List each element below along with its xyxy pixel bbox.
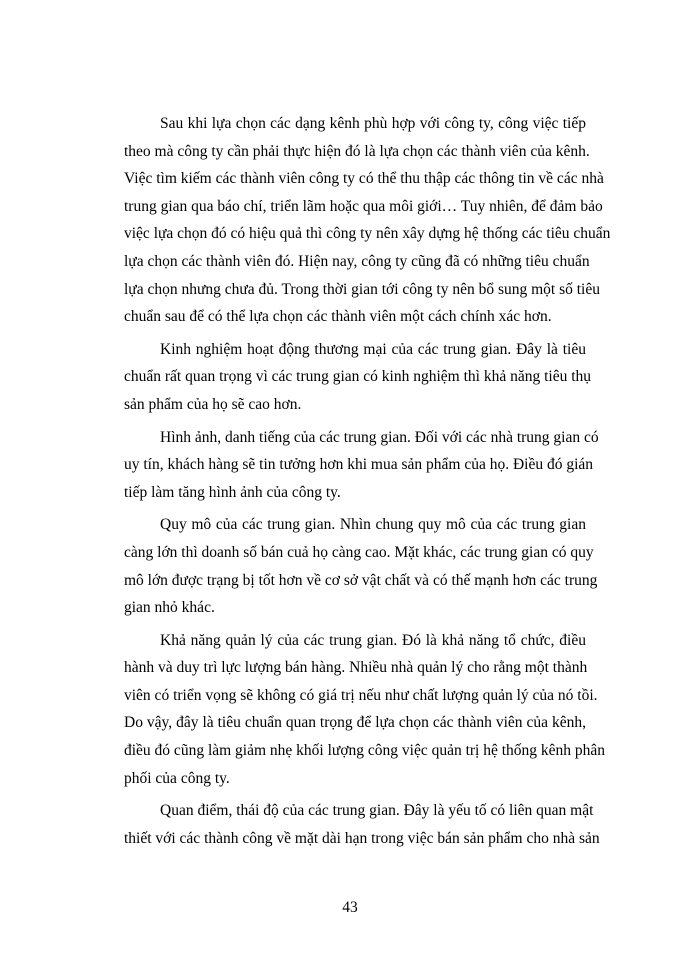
text-line: gian nhỏ khác. [124,599,215,617]
text-line: Việc tìm kiếm các thành viên công ty có thể thu thập các thông tin về các nhà [124,170,604,188]
text-line: Khả năng quản lý của các trung gian. Đó là khả năng tổ chức, điều [160,631,586,649]
paragraph-member-selection [124,110,611,331]
text-line: điều đó cũng làm giảm nhẹ khối lượng công việc quản trị hệ thống kênh phân [124,742,606,760]
text-line: uy tín, khách hàng sẽ tin tưởng hơn khi mua sản phẩm của họ. Điều đó gián [124,456,594,474]
text-line: Hình ảnh, danh tiếng của các trung gian. Đối với các nhà trung gian có [160,428,599,446]
text-line: Kinh nghiệm hoạt động thương mại của các trung gian. Đây là tiêu [160,340,586,358]
text-line: theo mà công ty cần phải thực hiện đó là lựa chọn các thành viên của kênh. [124,142,590,160]
document-page [124,110,611,852]
text-line: tiếp làm tăng hình ảnh của công ty. [124,483,341,501]
text-line: Quan điểm, thái độ của các trung gian. Đây là yếu tố có liên quan mật [160,802,594,820]
text-line: phối của công ty. [124,769,230,787]
text-line: sản phẩm của họ sẽ cao hơn. [124,395,302,413]
text-line: càng lớn thì doanh số bán cuả họ càng cao. Mặt khác, các trung gian có quy [124,543,594,561]
paragraph-scale [124,511,598,621]
text-line: hành và duy trì lực lượng bán hàng. Nhiều nhà quản lý cho rằng một thành [124,659,588,677]
text-line: lựa chọn các thành viên đó. Hiện nay, công ty cũng đã có những tiêu chuẩn [124,252,590,270]
paragraph-reputation [124,424,599,507]
paragraph-management [124,627,606,793]
text-line: việc lựa chọn đó có hiệu quả thì công ty nên xây dựng hệ thống các tiêu chuẩn [124,225,611,243]
paragraph-attitude [124,797,600,852]
text-line: chuẩn rất quan trọng vì các trung gian có kinh nghiệm thì khả năng tiêu thụ [124,368,592,386]
text-line: chuẩn sau để có thể lựa chọn các thành viên một cách chính xác hơn. [124,308,552,326]
text-line: Sau khi lựa chọn các dạng kênh phù hợp với công ty, công việc tiếp [160,115,586,132]
text-line: thiết với các thành công về mặt dài hạn trong việc bán sản phẩm cho nhà sản [124,829,600,847]
text-line: viên có triển vọng sẽ không có giá trị nếu như chất lượng quản lý của nó tồi. [124,686,598,704]
text-line: Do vậy, đây là tiêu chuẩn quan trọng để lựa chọn các thành viên của kênh, [124,714,586,732]
text-line: mô lớn được trạng bị tốt hơn về cơ sở vật chất và có thế mạnh hơn các trung [124,571,598,589]
text-line: lựa chọn nhưng chưa đủ. Trong thời gian tới công ty nên bổ sung một số tiêu [124,280,600,298]
page-number: 43 [342,899,358,916]
paragraph-experience [124,336,592,419]
text-line: trung gian qua báo chí, triển lãm hoặc qua môi giới… Tuy nhiên, để đảm bảo [124,197,603,215]
text-line: Quy mô của các trung gian. Nhìn chung quy mô của các trung gian [160,516,586,534]
